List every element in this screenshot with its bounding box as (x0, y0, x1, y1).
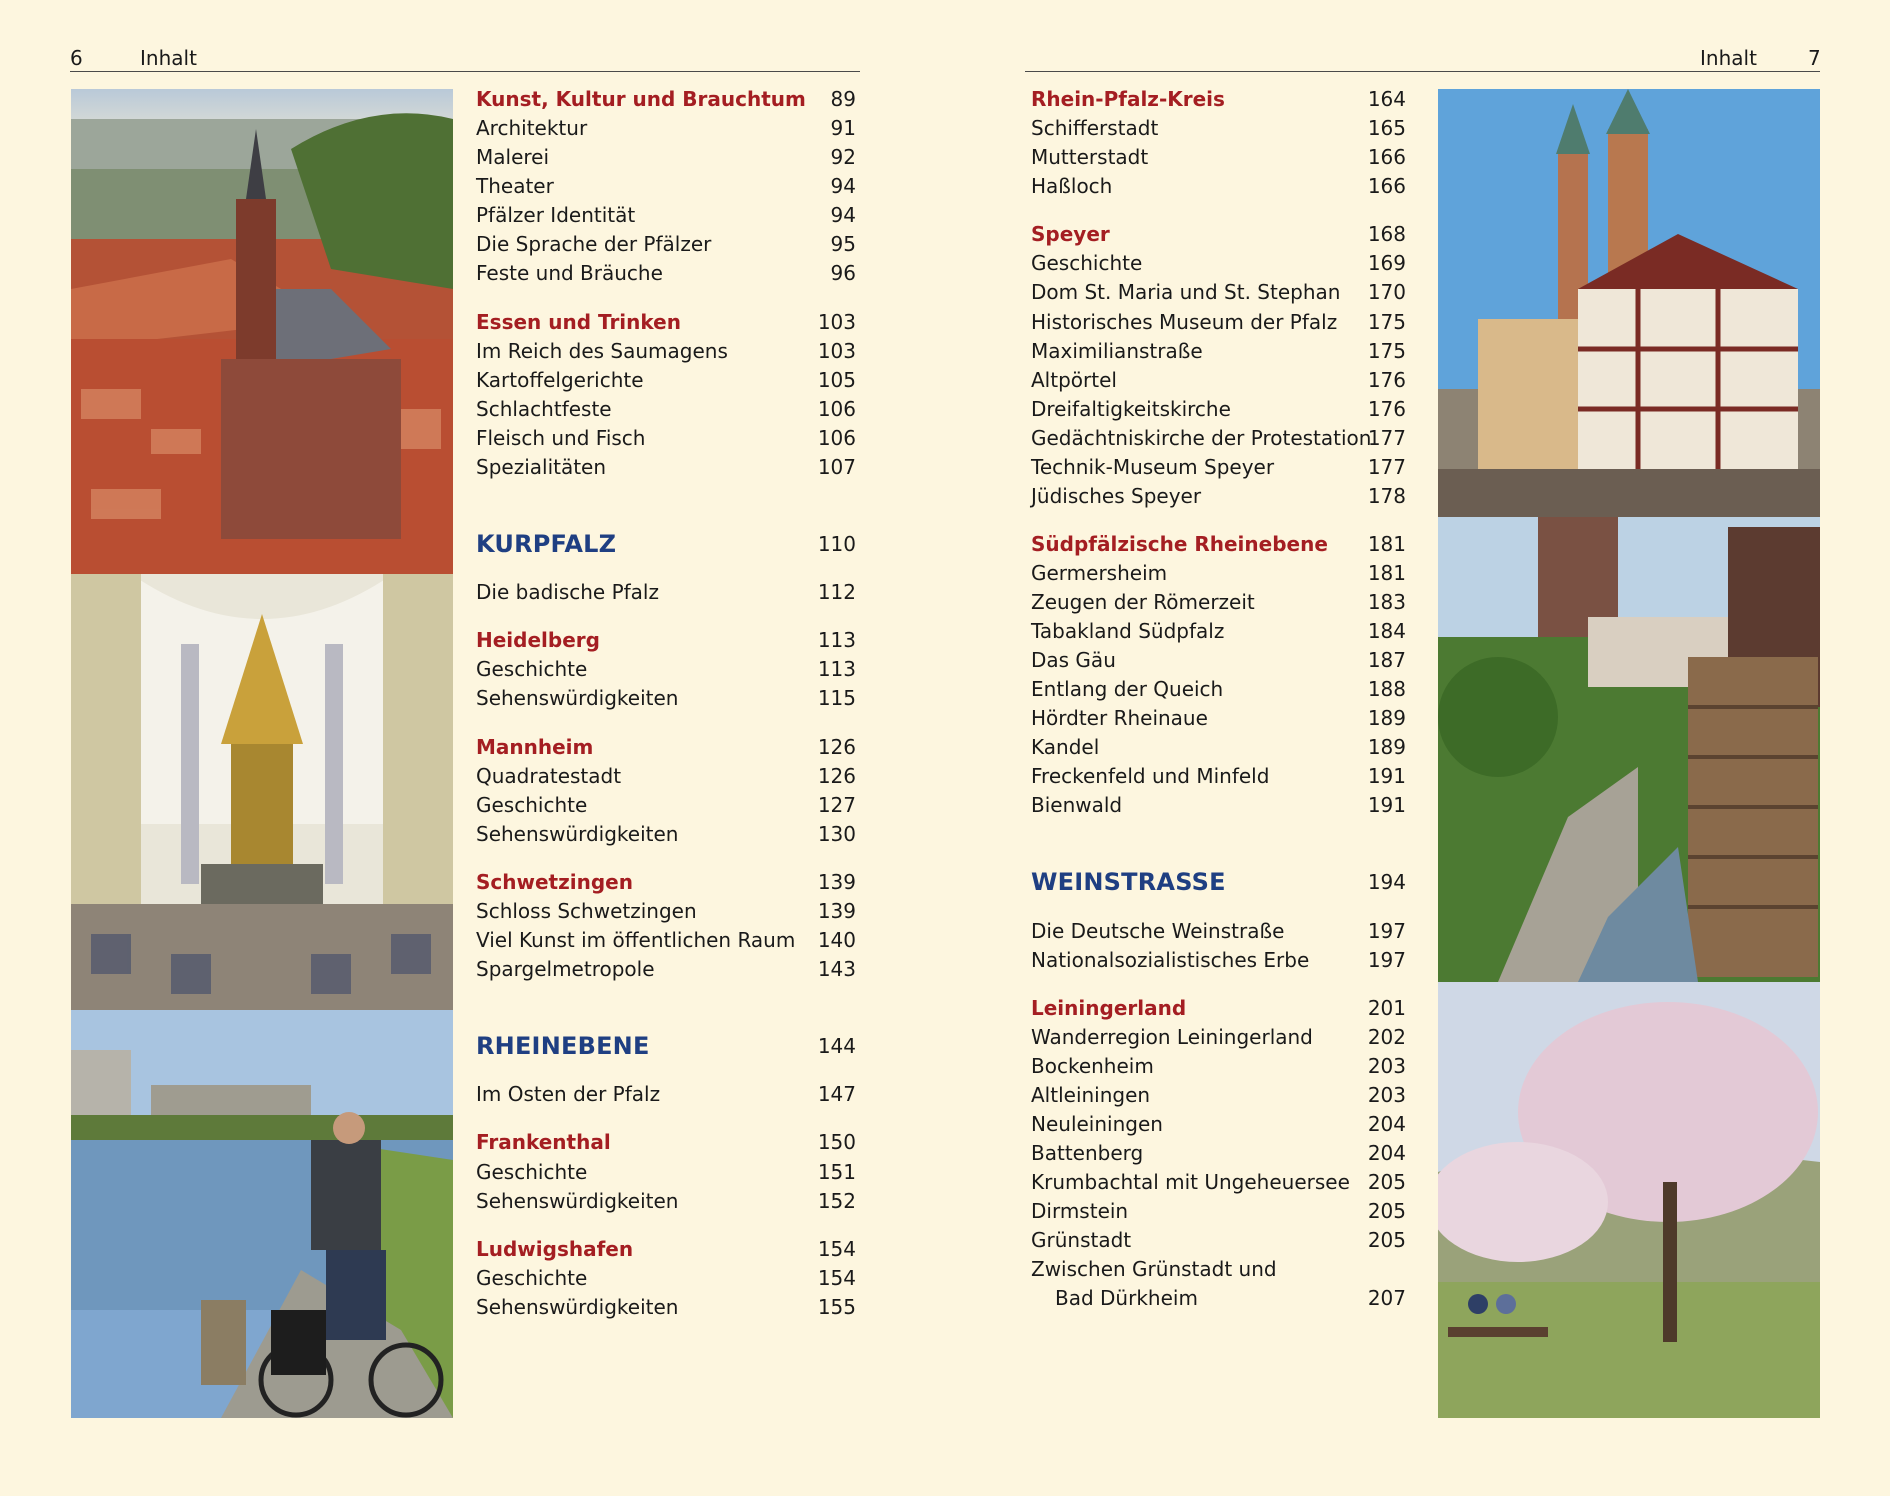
right-page (945, 0, 1890, 1496)
toc-page-number: 154 (817, 1265, 856, 1290)
photo-speyer-cathedral (1438, 89, 1820, 517)
toc-entry-title: Altleiningen (1031, 1083, 1151, 1108)
toc-entry (476, 897, 856, 926)
toc-entry-title: Kandel (1031, 735, 1100, 760)
toc-page-number: 204 (1367, 1112, 1406, 1137)
toc-page-number: 150 (817, 1130, 856, 1155)
toc-entry (1031, 482, 1406, 511)
toc-page-number: 106 (817, 425, 856, 450)
toc-page-number: 183 (1367, 590, 1406, 615)
toc-entry-title: Tabakland Südpfalz (1031, 619, 1225, 644)
toc-page-number: 106 (817, 396, 856, 421)
toc-entry (1031, 946, 1406, 975)
toc-entry (476, 259, 856, 288)
right-page-header (945, 44, 1890, 72)
toc-entry-title: Bienwald (1031, 793, 1123, 818)
toc-entry (476, 791, 856, 820)
toc-entry (476, 655, 856, 684)
toc-page-number: 201 (1367, 995, 1406, 1020)
toc-entry-title: Pfälzer Identität (476, 203, 636, 228)
toc-entry-title: Die badische Pfalz (476, 579, 659, 604)
toc-entry (1031, 395, 1406, 424)
toc-page-number: 203 (1367, 1054, 1406, 1079)
toc-entry-title: Mutterstadt (1031, 145, 1149, 170)
toc-page-number: 127 (817, 792, 856, 817)
toc-page-number: 189 (1367, 735, 1406, 760)
toc-entry (1031, 917, 1406, 946)
toc-page-number: 188 (1367, 677, 1406, 702)
photo-heidelberg-old-town (71, 89, 453, 574)
toc-entry (1031, 588, 1406, 617)
toc-entry (476, 1128, 856, 1157)
toc-entry (1031, 646, 1406, 675)
toc-entry (1031, 994, 1406, 1023)
toc-section-title: Kunst, Kultur und Brauchtum (476, 87, 806, 111)
toc-entry-title: Germersheim (1031, 561, 1168, 586)
toc-entry (476, 684, 856, 713)
toc-part-title: KURPFALZ (476, 529, 617, 558)
toc-entry-title: Sehenswürdigkeiten (476, 686, 679, 711)
toc-entry (1031, 1052, 1406, 1081)
toc-entry (476, 626, 856, 655)
toc-page-number: 166 (1367, 145, 1406, 170)
toc-entry-title: Dreifaltigkeitskirche (1031, 396, 1231, 421)
toc-entry (1031, 1168, 1406, 1197)
toc-entry (476, 1080, 856, 1109)
toc-page-number: 205 (1367, 1199, 1406, 1224)
toc-page-number: 151 (817, 1159, 856, 1184)
toc-entry (1031, 424, 1406, 453)
toc-page-number: 181 (1367, 561, 1406, 586)
toc-part-title: WEINSTRASSE (1031, 868, 1226, 897)
toc-entry (1031, 1255, 1406, 1284)
toc-page-number: 113 (817, 628, 856, 653)
toc-entry (1031, 308, 1406, 337)
toc-entry (476, 1264, 856, 1293)
toc-page-number: 130 (817, 821, 856, 846)
toc-page-number: 166 (1367, 174, 1406, 199)
toc-entry-title: Nationalsozialistisches Erbe (1031, 947, 1310, 972)
toc-entry-title: Im Reich des Saumagens (476, 338, 728, 363)
toc-entry-title: Schlachtfeste (476, 396, 612, 421)
toc-section-title: Ludwigshafen (476, 1236, 634, 1261)
toc-page-number: 113 (817, 657, 856, 682)
toc-section-title: Heidelberg (476, 628, 600, 653)
toc-entry (1031, 791, 1406, 820)
toc-page-number: 205 (1367, 1228, 1406, 1253)
toc-entry-title: Entlang der Queich (1031, 677, 1224, 702)
toc-entry-title: Grünstadt (1031, 1228, 1132, 1253)
toc-page-number: 191 (1367, 793, 1406, 818)
toc-section-title: Südpfälzische Rheinebene (1031, 532, 1328, 557)
toc-entry-title: Hördter Rheinaue (1031, 706, 1208, 731)
toc-entry-title: Theater (476, 174, 554, 199)
toc-entry-title: Sehenswürdigkeiten (476, 821, 679, 846)
toc-page-number: 175 (1367, 338, 1406, 363)
toc-entry-title: Kartoffelgerichte (476, 367, 644, 392)
toc-page-number: 194 (1367, 870, 1406, 895)
toc-entry (1031, 220, 1406, 249)
toc-entry-title: Viel Kunst im öffentlichen Raum (476, 927, 796, 952)
toc-page-number: 115 (817, 686, 856, 711)
toc-page-number: 89 (830, 87, 856, 111)
toc-entry (1031, 733, 1406, 762)
toc-entry-title: Bad Dürkheim (1055, 1286, 1198, 1311)
toc-entry (476, 1032, 856, 1061)
toc-entry (1031, 172, 1406, 201)
toc-page-number: 110 (817, 531, 856, 556)
toc-page-number: 103 (817, 338, 856, 363)
toc-page-number: 126 (817, 763, 856, 788)
toc-page-number: 165 (1367, 116, 1406, 141)
toc-page-number: 168 (1367, 222, 1406, 247)
toc-entry-title: Geschichte (476, 792, 588, 817)
toc-entry (476, 201, 856, 230)
toc-entry (1031, 559, 1406, 588)
toc-entry (1031, 337, 1406, 366)
toc-page-number: 169 (1367, 251, 1406, 276)
toc-page-number: 175 (1367, 309, 1406, 334)
toc-entry-title: Im Osten der Pfalz (476, 1082, 661, 1107)
toc-page-number: 112 (817, 579, 856, 604)
toc-entry-title: Das Gäu (1031, 648, 1116, 673)
toc-section-title: Rhein-Pfalz-Kreis (1031, 87, 1225, 111)
toc-entry (476, 366, 856, 395)
toc-entry (476, 1158, 856, 1187)
toc-entry (476, 230, 856, 259)
toc-entry (1031, 249, 1406, 278)
toc-page-number: 152 (817, 1188, 856, 1213)
toc-entry-title: Die Deutsche Weinstraße (1031, 918, 1285, 943)
toc-page-number: 94 (830, 174, 856, 199)
toc-page-number: 126 (817, 734, 856, 759)
running-header-label: Inhalt (1700, 46, 1757, 70)
toc-entry (1031, 453, 1406, 482)
toc-page-number: 207 (1367, 1286, 1406, 1311)
toc-entry (476, 424, 856, 453)
toc-entry-title: Neuleiningen (1031, 1112, 1163, 1137)
toc-page-number: 91 (830, 116, 856, 141)
toc-entry (476, 733, 856, 762)
toc-entry-title: Geschichte (476, 657, 588, 682)
toc-entry (1031, 617, 1406, 646)
toc-page-number: 107 (817, 454, 856, 479)
toc-entry-title: Schloss Schwetzingen (476, 898, 697, 923)
toc-entry-title: Wanderregion Leiningerland (1031, 1025, 1313, 1050)
toc-entry-title: Die Sprache der Pfälzer (476, 232, 712, 257)
toc-page-number: 176 (1367, 367, 1406, 392)
toc-entry (1031, 366, 1406, 395)
toc-section-title: Frankenthal (476, 1130, 611, 1155)
toc-entry-title: Schifferstadt (1031, 116, 1159, 141)
toc-entry-title: Zeugen der Römerzeit (1031, 590, 1255, 615)
photo-almond-blossom (1438, 982, 1820, 1418)
toc-page-number: 203 (1367, 1083, 1406, 1108)
toc-entry (1031, 762, 1406, 791)
toc-section-title: Speyer (1031, 222, 1110, 247)
toc-entry (476, 578, 856, 607)
toc-page-number: 177 (1367, 454, 1406, 479)
toc-entry-title: Architektur (476, 116, 588, 141)
toc-entry-title: Dom St. Maria und St. Stephan (1031, 280, 1341, 305)
toc-entry-title: Zwischen Grünstadt und (1031, 1257, 1277, 1282)
toc-page-number: 187 (1367, 648, 1406, 673)
toc-page-number: 197 (1367, 947, 1406, 972)
toc-entry (1031, 675, 1406, 704)
toc-page-number: 178 (1367, 483, 1406, 508)
toc-entry (1031, 1139, 1406, 1168)
toc-page-number: 94 (830, 203, 856, 228)
toc-entry (476, 114, 856, 143)
toc-page-number: 176 (1367, 396, 1406, 421)
toc-entry-title: Dirmstein (1031, 1199, 1129, 1224)
toc-entry-title: Historisches Museum der Pfalz (1031, 309, 1338, 334)
toc-entry-title: Freckenfeld und Minfeld (1031, 764, 1270, 789)
toc-page-number: 144 (817, 1034, 856, 1059)
toc-entry (476, 762, 856, 791)
toc-page-number: 189 (1367, 706, 1406, 731)
photo-church-interior (71, 574, 453, 1010)
toc-entry (1031, 530, 1406, 559)
toc-entry-title: Sehenswürdigkeiten (476, 1294, 679, 1319)
toc-entry (1031, 1226, 1406, 1255)
toc-entry (476, 85, 856, 114)
toc-entry (476, 530, 856, 559)
toc-entry (476, 820, 856, 849)
running-header-label: Inhalt (140, 46, 197, 70)
toc-entry-title: Malerei (476, 145, 550, 170)
toc-page-number: 155 (817, 1294, 856, 1319)
toc-page-number: 140 (817, 927, 856, 952)
toc-entry (476, 955, 856, 984)
toc-entry-title: Geschichte (476, 1159, 588, 1184)
toc-page-number: 205 (1367, 1170, 1406, 1195)
toc-page-number: 197 (1367, 918, 1406, 943)
toc-entry (476, 172, 856, 201)
toc-entry-title: Feste und Bräuche (476, 261, 663, 286)
toc-entry-title: Bockenheim (1031, 1054, 1154, 1079)
toc-section-title: Essen und Trinken (476, 309, 681, 334)
toc-entry (1031, 1197, 1406, 1226)
toc-entry (1031, 1081, 1406, 1110)
page-number: 7 (1808, 46, 1821, 70)
toc-entry-title: Technik-Museum Speyer (1031, 454, 1275, 479)
toc-entry-title: Quadratestadt (476, 763, 622, 788)
toc-page-number: 184 (1367, 619, 1406, 644)
toc-page-number: 202 (1367, 1025, 1406, 1050)
toc-entry (1031, 868, 1406, 897)
toc-entry-title: Sehenswürdigkeiten (476, 1188, 679, 1213)
toc-page-number: 105 (817, 367, 856, 392)
toc-entry (1031, 1284, 1406, 1313)
toc-entry-title: Geschichte (476, 1265, 588, 1290)
toc-entry (476, 868, 856, 897)
toc-page-number: 92 (830, 145, 856, 170)
toc-entry (1031, 143, 1406, 172)
toc-entry-title: Fleisch und Fisch (476, 425, 646, 450)
toc-entry (476, 395, 856, 424)
toc-entry-title: Spargelmetropole (476, 957, 655, 982)
toc-entry (1031, 1110, 1406, 1139)
toc-entry-title: Krumbachtal mit Ungeheuersee (1031, 1170, 1350, 1195)
toc-section-title: Mannheim (476, 734, 594, 759)
toc-page-number: 181 (1367, 532, 1406, 557)
toc-entry-title: Battenberg (1031, 1141, 1144, 1166)
toc-page-number: 177 (1367, 425, 1406, 450)
toc-entry (476, 1235, 856, 1264)
page-number: 6 (70, 46, 83, 70)
toc-page-number: 95 (830, 232, 856, 257)
toc-entry (476, 453, 856, 482)
toc-entry (476, 1293, 856, 1322)
toc-entry-title: Altpörtel (1031, 367, 1117, 392)
toc-entry (1031, 114, 1406, 143)
toc-entry-title: Gedächtniskirche der Protestation (1031, 425, 1372, 450)
toc-section-title: Schwetzingen (476, 869, 633, 894)
toc-section-title: Leiningerland (1031, 995, 1187, 1020)
toc-page-number: 154 (817, 1236, 856, 1261)
toc-page-number: 96 (830, 261, 856, 286)
left-page-header (0, 44, 945, 72)
toc-entry (476, 143, 856, 172)
toc-entry (476, 926, 856, 955)
toc-entry-title: Haßloch (1031, 174, 1113, 199)
photo-water-wheel (1438, 517, 1820, 982)
photo-cyclist-rhine (71, 1010, 453, 1418)
toc-entry-title: Spezialitäten (476, 454, 607, 479)
toc-page-number: 103 (817, 309, 856, 334)
toc-entry-title: Maximilianstraße (1031, 338, 1203, 363)
toc-entry-title: Jüdisches Speyer (1031, 483, 1202, 508)
toc-page-number: 139 (817, 898, 856, 923)
header-rule (1025, 71, 1820, 72)
toc-entry (1031, 1023, 1406, 1052)
toc-entry (1031, 85, 1406, 114)
toc-entry-title: Geschichte (1031, 251, 1143, 276)
toc-entry (476, 1187, 856, 1216)
toc-page-number: 204 (1367, 1141, 1406, 1166)
header-rule (70, 71, 860, 72)
toc-page-number: 143 (817, 957, 856, 982)
toc-entry (476, 337, 856, 366)
toc-entry (476, 308, 856, 337)
toc-page-number: 164 (1367, 87, 1406, 111)
toc-page-number: 191 (1367, 764, 1406, 789)
toc-page-number: 170 (1367, 280, 1406, 305)
toc-entry (1031, 278, 1406, 307)
toc-page-number: 147 (817, 1082, 856, 1107)
toc-part-title: RHEINEBENE (476, 1032, 650, 1061)
toc-entry (1031, 704, 1406, 733)
toc-page-number: 139 (817, 869, 856, 894)
